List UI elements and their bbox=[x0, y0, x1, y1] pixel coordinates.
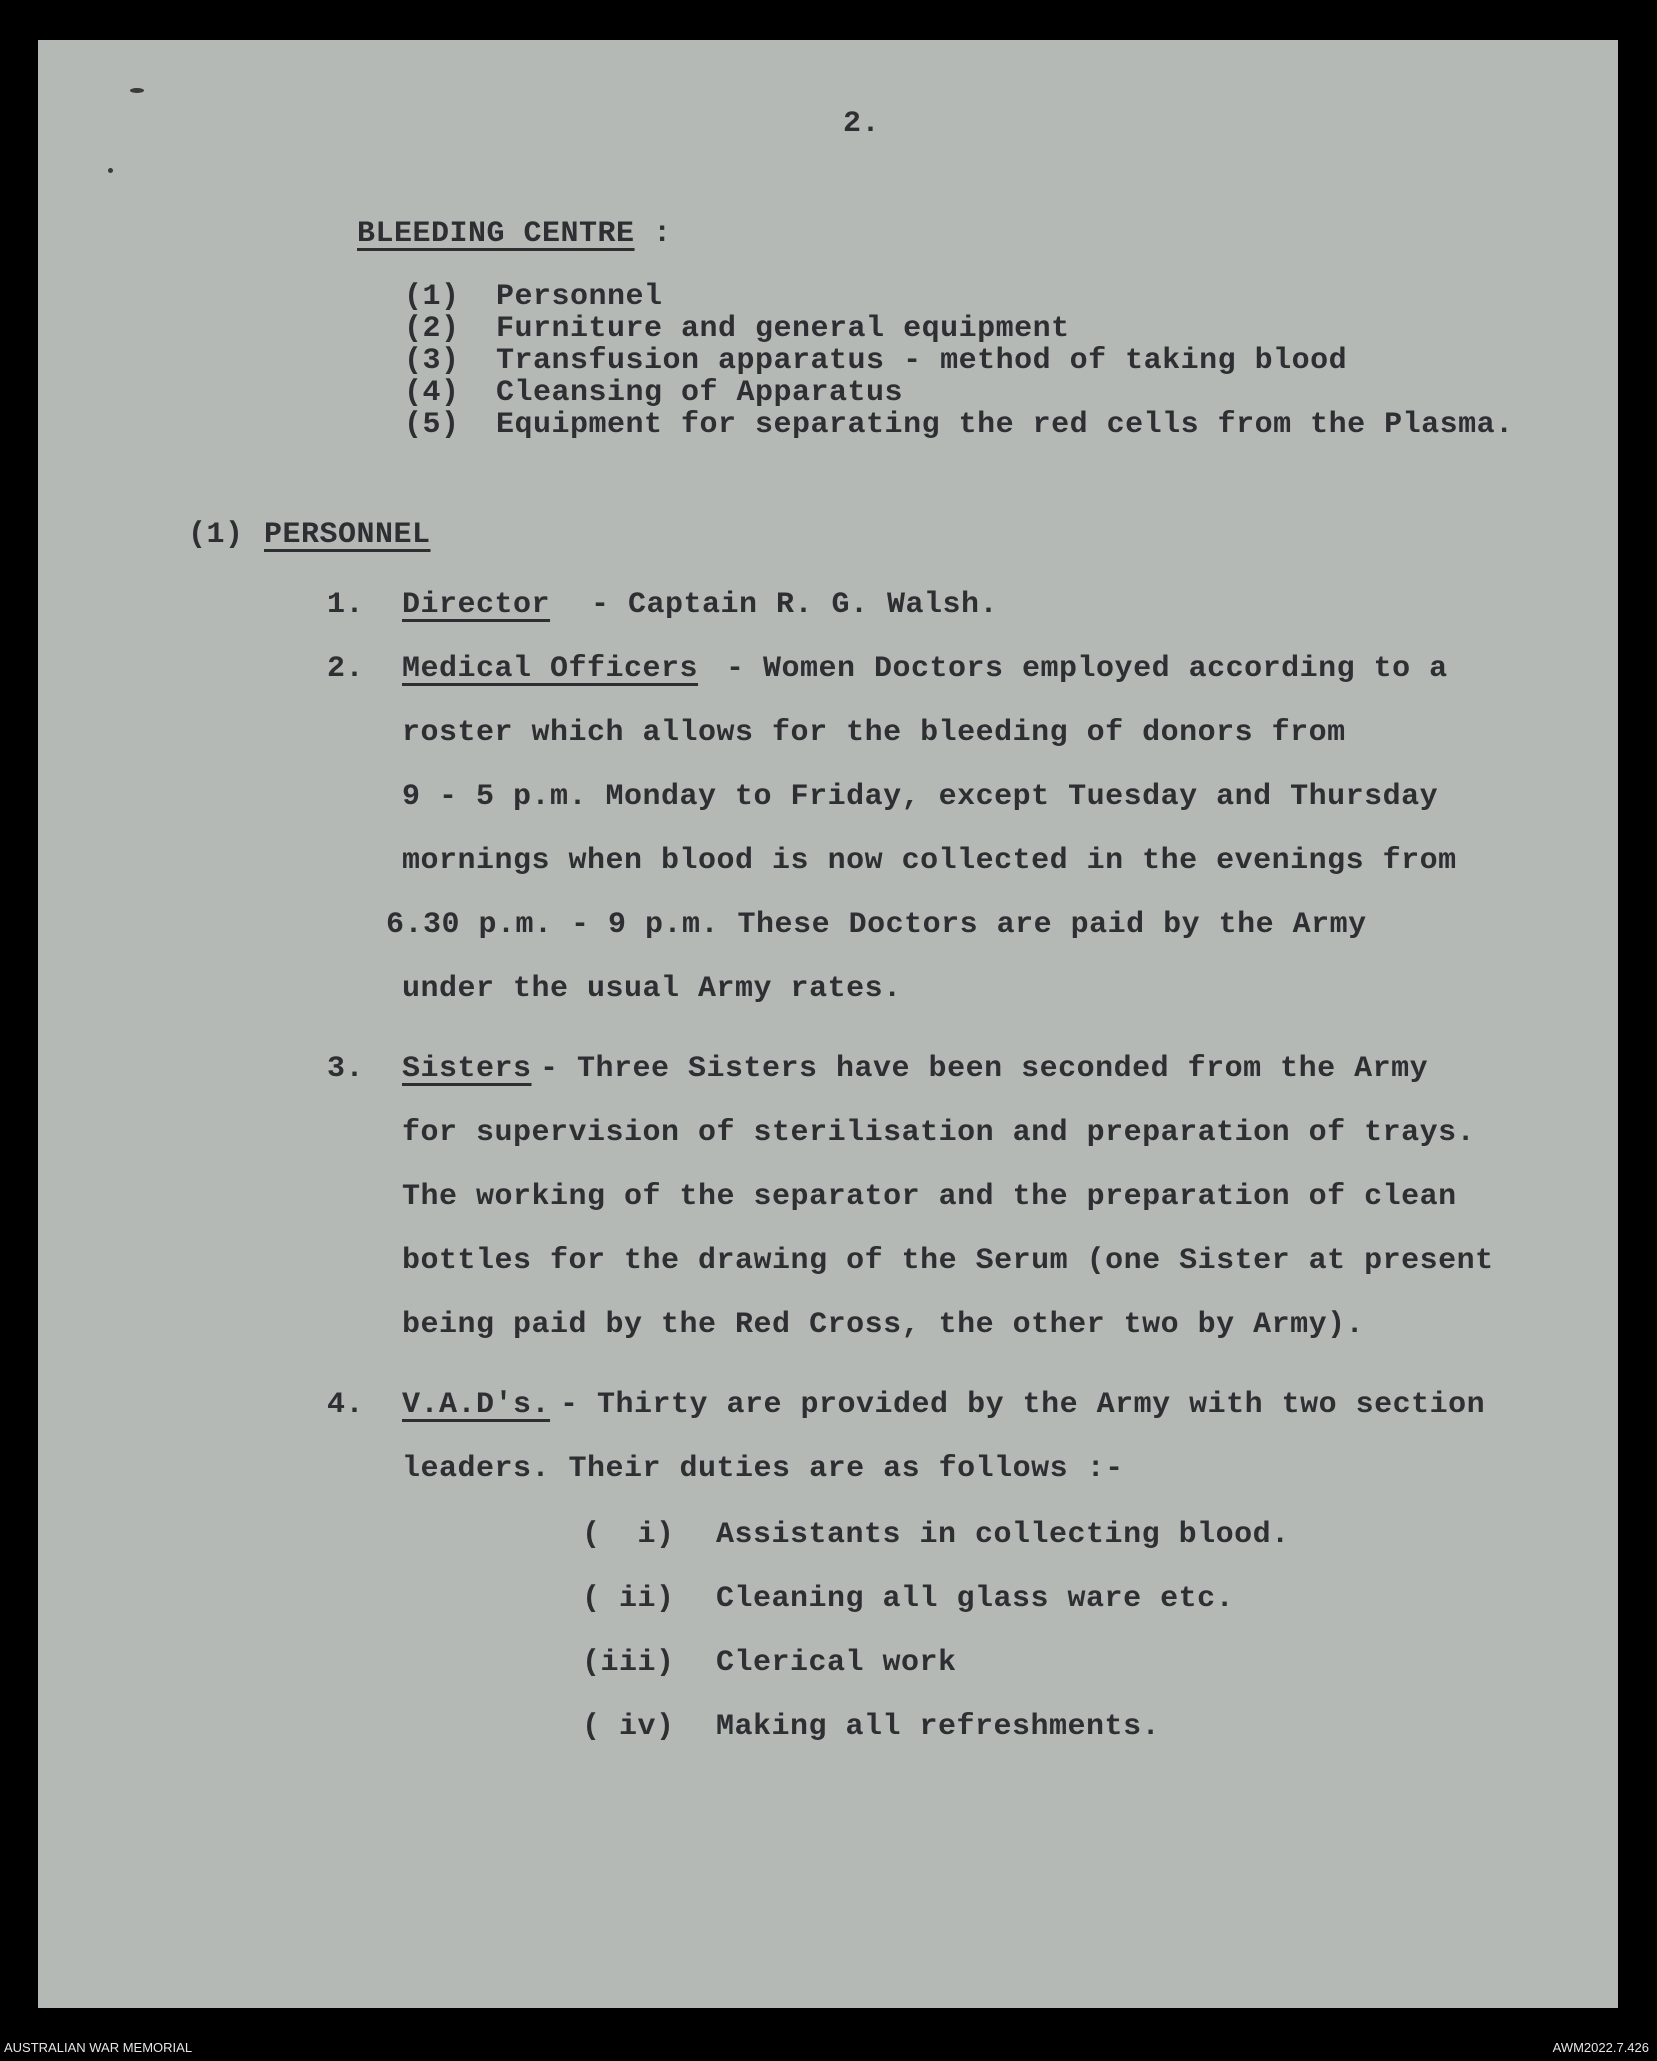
duty-text: Assistants in collecting blood. bbox=[716, 1518, 1290, 1552]
item-line: 6.30 p.m. - 9 p.m. These Doctors are paid by the Army bbox=[386, 908, 1367, 942]
item-line: 9 - 5 p.m. Monday to Friday, except Tuesday and Thursday bbox=[402, 780, 1439, 814]
item-num: 1. bbox=[327, 588, 365, 622]
item-num: 2. bbox=[327, 652, 365, 686]
contents-item-text: Transfusion apparatus - method of taking blood bbox=[496, 344, 1348, 378]
contents-item-num: (4) bbox=[404, 376, 460, 410]
personnel-heading: PERSONNEL bbox=[264, 518, 431, 552]
item-label-sisters: Sisters bbox=[402, 1052, 532, 1086]
item-line: - Thirty are provided by the Army with two section bbox=[560, 1388, 1486, 1422]
item-label-vads: V.A.D's. bbox=[402, 1388, 551, 1422]
footer-archive-name: AUSTRALIAN WAR MEMORIAL bbox=[4, 2040, 193, 2055]
item-line: The working of the separator and the preparation of clean bbox=[402, 1180, 1457, 1214]
contents-item-text: Cleansing of Apparatus bbox=[496, 376, 904, 410]
section-title-colon: : bbox=[653, 217, 672, 251]
paper-speck bbox=[130, 88, 144, 93]
duty-num: ( ii) bbox=[582, 1582, 675, 1616]
item-label-director: Director bbox=[402, 588, 551, 622]
contents-item-num: (1) bbox=[404, 280, 460, 314]
contents-item-text: Personnel bbox=[496, 280, 663, 314]
duty-text: Clerical work bbox=[716, 1646, 957, 1680]
item-line: roster which allows for the bleeding of donors from bbox=[402, 716, 1346, 750]
page-number: 2. bbox=[843, 107, 881, 141]
personnel-num: (1) bbox=[188, 518, 244, 552]
contents-item-num: (3) bbox=[404, 344, 460, 378]
section-title bbox=[357, 217, 672, 251]
contents-item-text: Equipment for separating the red cells from the Plasma. bbox=[496, 408, 1514, 442]
item-line: leaders. Their duties are as follows :- bbox=[402, 1452, 1124, 1486]
duty-num: ( iv) bbox=[582, 1710, 675, 1744]
document-page bbox=[38, 40, 1618, 2008]
contents-item-num: (5) bbox=[404, 408, 460, 442]
item-num: 3. bbox=[327, 1052, 365, 1086]
section-title-text: BLEEDING CENTRE bbox=[357, 217, 635, 251]
item-line: for supervision of sterilisation and preparation of trays. bbox=[402, 1116, 1476, 1150]
item-label-medical-officers: Medical Officers bbox=[402, 652, 699, 686]
item-line: bottles for the drawing of the Serum (one Sister at present bbox=[402, 1244, 1494, 1278]
footer-reference: AWM2022.7.426 bbox=[1552, 2040, 1649, 2055]
contents-item-text: Furniture and general equipment bbox=[496, 312, 1070, 346]
duty-num: ( i) bbox=[582, 1518, 675, 1552]
duty-text: Cleaning all glass ware etc. bbox=[716, 1582, 1235, 1616]
paper-speck bbox=[108, 168, 113, 173]
duty-text: Making all refreshments. bbox=[716, 1710, 1161, 1744]
item-line: - Captain R. G. Walsh. bbox=[591, 588, 999, 622]
item-line: under the usual Army rates. bbox=[402, 972, 902, 1006]
item-line: being paid by the Red Cross, the other two by Army). bbox=[402, 1308, 1365, 1342]
item-line: - Women Doctors employed according to a bbox=[726, 652, 1448, 686]
contents-item-num: (2) bbox=[404, 312, 460, 346]
item-line: - Three Sisters have been seconded from the Army bbox=[540, 1052, 1429, 1086]
duty-num: (iii) bbox=[582, 1646, 675, 1680]
item-num: 4. bbox=[327, 1388, 365, 1422]
item-line: mornings when blood is now collected in the evenings from bbox=[402, 844, 1457, 878]
